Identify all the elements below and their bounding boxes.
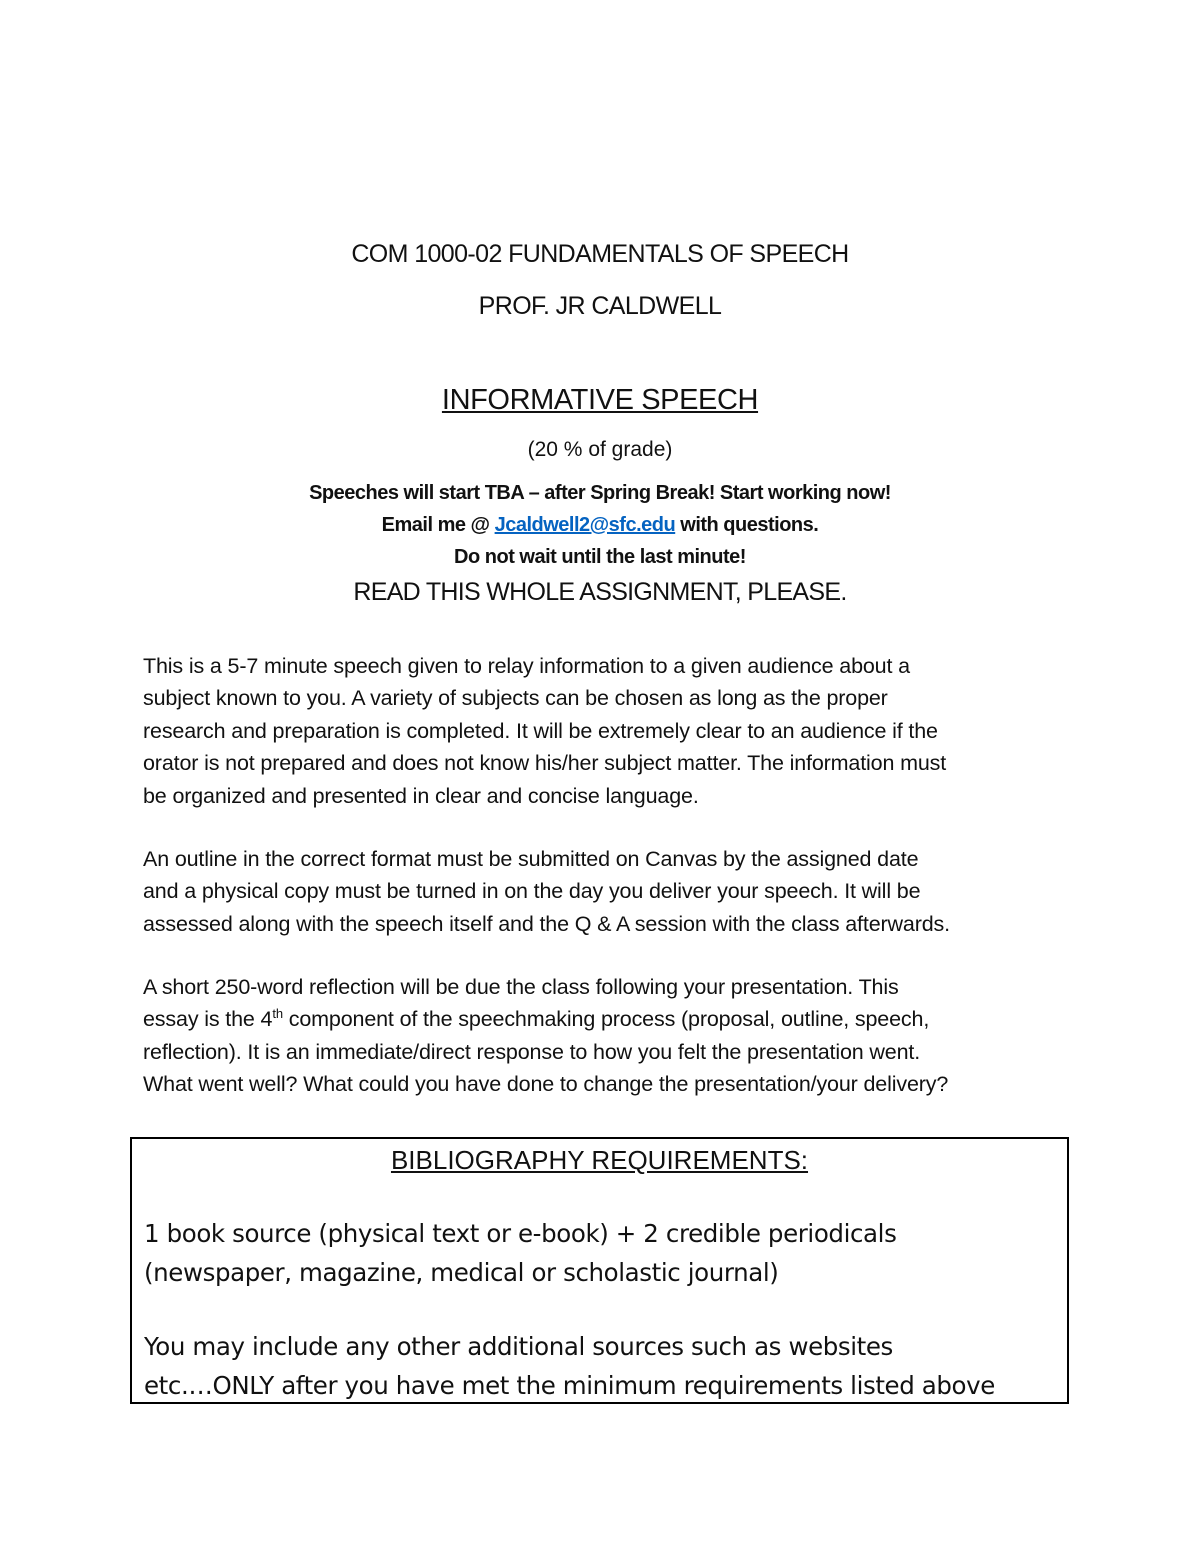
description-paragraph: [143, 650, 1073, 812]
paragraph-line: An outline in the correct format must be submitted on Canvas by the assigned date: [143, 847, 919, 871]
email-suffix: with questions.: [675, 514, 819, 536]
paragraph-line: What went well? What could you have done to change the presentation/your delivery?: [143, 1072, 949, 1097]
ordinal-suffix: th: [272, 1006, 283, 1022]
paragraph-line: research and preparation is completed. It will be extremely clear to an audience if the: [143, 718, 938, 743]
email-notice: [0, 514, 1200, 537]
assignment-title: INFORMATIVE SPEECH: [441, 384, 759, 416]
wait-notice: Do not wait until the last minute!: [454, 546, 746, 568]
read-assignment-notice: READ THIS WHOLE ASSIGNMENT, PLEASE.: [353, 578, 847, 606]
bibliography-line: etc.…ONLY after you have met the minimum requirements listed above: [144, 1371, 995, 1400]
paragraph-line: reflection). It is an immediate/direct response to how you felt the presentation went.: [143, 1039, 921, 1064]
line-text: essay is the 4: [143, 1007, 273, 1032]
email-prefix: Email me @: [381, 514, 495, 536]
start-notice: Speeches will start TBA – after Spring Break! Start working now!: [309, 482, 891, 504]
course-title: COM 1000-02 FUNDAMENTALS OF SPEECH: [351, 240, 849, 268]
bibliography-box: [130, 1137, 1069, 1404]
outline-paragraph: [143, 843, 1073, 940]
paragraph-line: [143, 1003, 1073, 1035]
paragraph-line: and a physical copy must be turned in on the day you deliver your speech. It will be: [143, 879, 921, 904]
grade-weight: (20 % of grade): [527, 438, 673, 461]
email-link[interactable]: Jcaldwell2@sfc.edu: [494, 514, 676, 536]
paragraph-line: be organized and presented in clear and concise language.: [143, 783, 699, 808]
bibliography-line: (newspaper, magazine, medical or scholastic journal): [144, 1258, 779, 1287]
bibliography-title: BIBLIOGRAPHY REQUIREMENTS:: [390, 1145, 809, 1175]
paragraph-line: A short 250-word reflection will be due the class following your presentation. This: [143, 975, 899, 999]
bibliography-line: You may include any other additional sources such as websites: [144, 1332, 893, 1361]
paragraph-line: assessed along with the speech itself and the Q & A session with the class afterwards.: [143, 911, 950, 936]
line-text: component of the speechmaking process (proposal, outline, speech,: [282, 1007, 930, 1032]
bibliography-line: 1 book source (physical text or e-book) + 2 credible periodicals: [144, 1219, 897, 1248]
professor-name: PROF. JR CALDWELL: [478, 292, 722, 320]
reflection-paragraph: [143, 971, 1073, 1101]
paragraph-line: subject known to you. A variety of subjects can be chosen as long as the proper: [143, 686, 888, 711]
paragraph-line: orator is not prepared and does not know his/her subject matter. The information must: [143, 751, 947, 776]
paragraph-line: This is a 5-7 minute speech given to relay information to a given audience about a: [143, 654, 910, 678]
